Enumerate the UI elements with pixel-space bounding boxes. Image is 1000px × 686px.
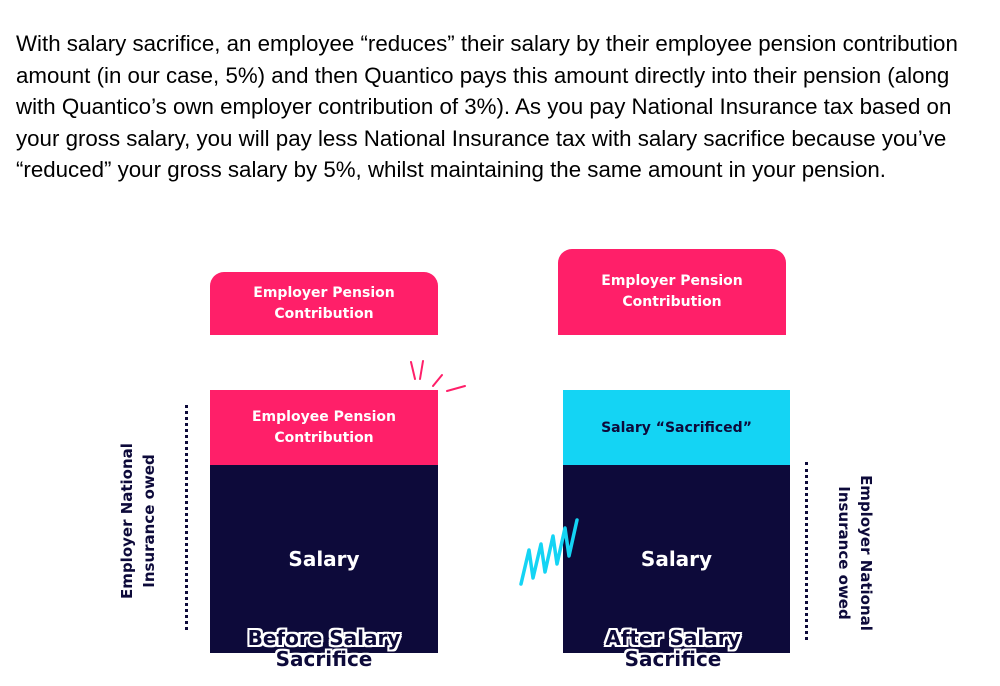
after-employer-pension-label-line2: Contribution bbox=[622, 294, 722, 310]
after-salary-box bbox=[563, 465, 790, 653]
before-employer-pension-box bbox=[210, 272, 438, 335]
before-employer-pension-label-line1: Employer Pension bbox=[253, 284, 395, 301]
before-salary-label: Salary bbox=[288, 547, 360, 571]
before-caption-line2: Sacrifice bbox=[275, 647, 373, 671]
after-sacrificed-label: Salary “Sacrificed” bbox=[601, 419, 752, 436]
before-employee-pension-label-line2: Contribution bbox=[274, 429, 374, 446]
after-sacrificed-box bbox=[563, 390, 790, 465]
after-caption bbox=[563, 628, 783, 670]
intro-paragraph: With salary sacrifice, an employee “reduces” their salary by their employee pension contribution amount (in our case, 5%) and then Quantico pays this amount directly into their pension (along with Quantico’s own employer contribution of 3%). As you pay National Insurance tax based on your gross salary, you will pay less National Insurance tax with salary sacrifice because you’ve “reduced” your gross salary by 5%, whilst maintaining the same amount in your pension. bbox=[16, 31, 958, 183]
before-caption-line1: Before Salary bbox=[247, 626, 401, 650]
after-employer-ni-label bbox=[831, 475, 879, 631]
before-employer-ni-line1: Employer National bbox=[118, 443, 136, 599]
before-employer-ni-label bbox=[114, 443, 162, 599]
before-employer-pension-label-line2: Contribution bbox=[274, 305, 374, 322]
squiggle-icon bbox=[515, 510, 585, 590]
after-employer-pension-label-line1: Employer Pension bbox=[601, 273, 743, 289]
after-ni-dotted-line bbox=[805, 462, 808, 640]
before-ni-dotted-line bbox=[185, 405, 188, 630]
after-employer-ni-line1: Employer National bbox=[857, 475, 875, 631]
after-employer-ni-line2: Insurance owed bbox=[835, 486, 853, 620]
after-caption-line2: Sacrifice bbox=[624, 647, 722, 671]
after-caption-line1: After Salary bbox=[605, 626, 741, 650]
before-caption bbox=[214, 628, 434, 670]
before-employee-pension-label-line1: Employee Pension bbox=[251, 408, 397, 425]
after-salary-label: Salary bbox=[640, 547, 713, 571]
before-salary-box bbox=[210, 465, 438, 653]
sparkle-icon bbox=[395, 355, 485, 405]
before-employer-ni-line2: Insurance owed bbox=[140, 454, 158, 588]
after-employer-pension-box bbox=[558, 249, 786, 335]
